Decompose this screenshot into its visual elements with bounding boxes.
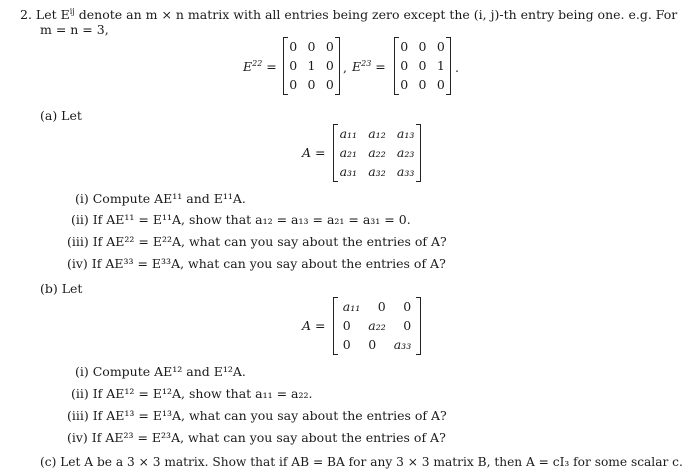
intro-text-start: Let E <box>35 7 70 23</box>
part-b-item-ii: (ii) If AE¹² = E¹²A, show that a₁₁ = a₂₂. <box>71 386 313 401</box>
e22-label: $E^{22}$ = <box>243 59 277 75</box>
part-b-matrix-label: A = <box>302 318 326 333</box>
matrix-row: 0 0 1 <box>400 58 445 73</box>
matrix-row: 0 a₂₂ 0 <box>342 318 412 333</box>
part-a-item-iv: (iv) If AE³³ = E³³A, what can you say about the entries of A? <box>67 256 446 271</box>
part-a-label: (a) Let <box>40 108 82 123</box>
part-a-item-ii: (ii) If AE¹¹ = E¹¹A, show that a₁₂ = a₁₃ = a₂₁ = a₃₁ = 0. <box>71 212 411 227</box>
matrix-row: 0 0 0 <box>400 39 445 54</box>
period: . <box>455 60 459 75</box>
matrix-row: 0 1 0 <box>289 58 334 73</box>
intro-superscript: ij <box>69 7 75 16</box>
part-b-item-iv: (iv) If AE²³ = E²³A, what can you say about the entries of A? <box>67 430 446 445</box>
problem-number: 2. <box>20 7 32 23</box>
part-b-label: (b) Let <box>40 281 83 296</box>
part-b-item-i: (i) Compute AE¹² and E¹²A. <box>75 364 246 379</box>
e23-label: $E^{23}$ = <box>352 59 386 75</box>
matrix-row: a₁₁ 0 0 <box>342 299 412 314</box>
intro-text-rest: denote an m × n matrix with all entries being zero except the (i, j)-th entry being one. e.g. For <box>74 7 678 23</box>
matrix-row: 0 0 0 <box>400 77 445 92</box>
matrix-row: 0 0 0 <box>289 77 334 92</box>
matrix-row: a₁₁ a₁₂ a₁₃ <box>339 126 415 141</box>
matrix-a-general <box>333 124 421 182</box>
part-c-text: (c) Let A be a 3 × 3 matrix. Show that if AB = BA for any 3 × 3 matrix B, then A = cI₃ for some scalar c. <box>40 455 683 469</box>
matrix-e22 <box>283 37 340 95</box>
part-a-item-iii: (iii) If AE²² = E²²A, what can you say about the entries of A? <box>67 234 447 249</box>
problem-statement <box>20 4 677 23</box>
matrix-row: a₃₁ a₃₂ a₃₃ <box>339 164 415 179</box>
matrix-a-diagonal <box>333 297 421 355</box>
comma-separator: , <box>343 60 347 75</box>
matrix-row: 0 0 a₃₃ <box>342 337 412 352</box>
matrix-row: a₂₁ a₂₂ a₂₃ <box>339 145 415 160</box>
part-a-item-i: (i) Compute AE¹¹ and E¹¹A. <box>75 191 246 206</box>
intro-line-2: m = n = 3, <box>40 22 109 37</box>
matrix-row: 0 0 0 <box>289 39 334 54</box>
matrix-e23 <box>394 37 451 95</box>
part-b-item-iii: (iii) If AE¹³ = E¹³A, what can you say about the entries of A? <box>67 408 447 423</box>
part-a-matrix-label: A = <box>302 145 326 160</box>
